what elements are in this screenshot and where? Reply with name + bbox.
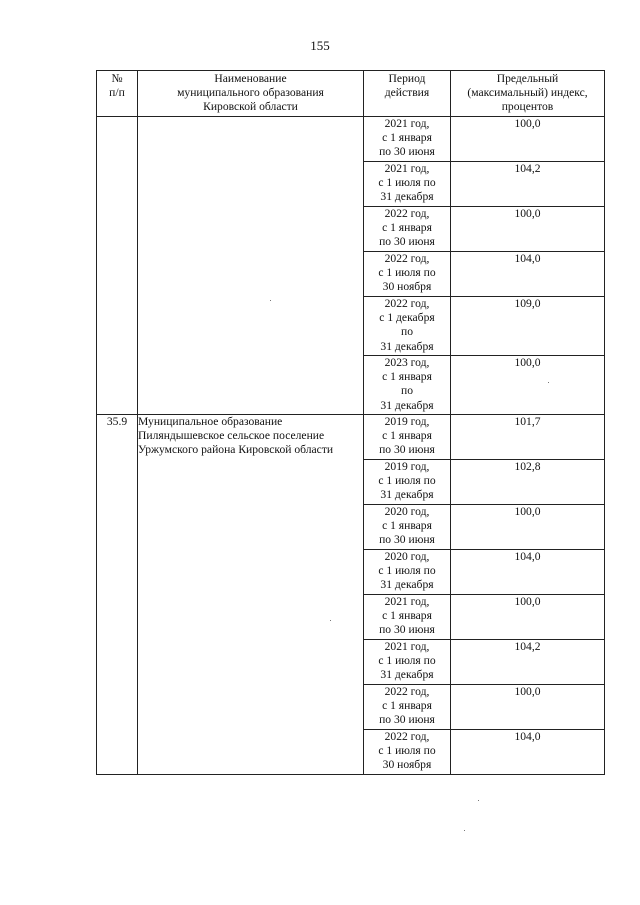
period-line: по 30 июня [379,713,435,727]
page-number: 155 [310,38,330,53]
period-cell [364,640,451,685]
index-value-cell: 102,8 [451,460,605,505]
header-municipality-line: муниципального образования [177,86,324,100]
scan-speck [464,830,465,831]
period-line: с 1 января [382,609,432,623]
period-cell [364,595,451,640]
header-number-line: п/п [109,86,125,100]
period-cell [364,685,451,730]
period-line: 30 ноября [382,280,432,294]
period-cell [364,415,451,460]
header-municipality [138,71,364,117]
period-cell [364,460,451,505]
index-value-cell: 104,0 [451,730,605,775]
index-value-cell: 100,0 [451,685,605,730]
period-line: по [400,325,413,339]
period-line: по 30 июня [379,235,435,249]
table-body [97,117,605,775]
municipality-name-cell [138,117,364,415]
row-number-cell [97,117,138,415]
table-row [97,117,605,162]
index-value-cell: 104,0 [451,252,605,297]
header-max-index [451,71,605,117]
index-value-cell: 100,0 [451,117,605,162]
period-line: с 1 января [382,519,432,533]
index-value-cell: 104,0 [451,550,605,595]
header-municipality-line: Кировской области [203,100,298,114]
period-cell [364,207,451,252]
index-value-cell: 100,0 [451,356,605,415]
period-cell [364,117,451,162]
scan-speck [330,620,331,621]
period-line: 31 декабря [380,398,434,412]
period-line: 2019 год, [384,460,430,473]
period-line: по 30 июня [379,443,435,457]
header-period-line: действия [384,86,430,100]
period-line: по [400,384,413,398]
period-line: 2021 год, [384,640,430,653]
period-line: 31 декабря [380,668,434,682]
period-line: с 1 июля по [378,474,436,488]
period-line: 2023 год, [384,356,430,369]
header-max-index-line: процентов [501,100,554,114]
period-line: с 1 января [382,221,432,235]
municipality-name-cell: Муниципальное образование Пиляндышевское сельское поселение Уржумского района Кировской области [138,415,364,775]
scan-speck [548,382,549,383]
period-line: 2021 год, [384,117,430,130]
period-line: 2019 год, [384,415,430,428]
index-value-cell: 100,0 [451,505,605,550]
period-line: с 1 июля по [378,564,436,578]
period-line: 2021 год, [384,162,430,175]
period-cell [364,730,451,775]
scan-speck [270,300,271,301]
index-value-cell: 104,2 [451,640,605,685]
header-period [364,71,451,117]
header-municipality-line: Наименование [214,72,287,85]
period-line: 31 декабря [380,578,434,592]
period-line: 2020 год, [384,505,430,518]
header-period-line: Период [388,72,426,85]
row-number-cell: 35.9 [97,415,138,775]
period-line: с 1 июля по [378,266,436,280]
table-row [97,415,605,460]
period-line: 31 декабря [380,488,434,502]
period-line: 2022 год, [384,730,430,743]
period-line: с 1 июля по [378,654,436,668]
header-max-index-line: (максимальный) индекс, [467,86,588,100]
period-line: с 1 июля по [378,744,436,758]
period-cell [364,297,451,356]
period-line: по 30 июня [379,145,435,159]
period-line: с 1 декабря [379,311,435,325]
index-value-cell: 101,7 [451,415,605,460]
period-cell [364,162,451,207]
period-line: с 1 января [382,429,432,443]
period-line: с 1 января [382,370,432,384]
period-line: с 1 января [382,131,432,145]
period-cell [364,505,451,550]
period-line: 30 ноября [382,758,432,772]
period-line: 2022 год, [384,252,430,265]
period-line: с 1 июля по [378,176,436,190]
period-line: по 30 июня [379,533,435,547]
table-header-row [97,71,605,117]
period-cell [364,356,451,415]
period-cell [364,550,451,595]
tariff-index-table [96,70,605,775]
index-value-cell: 104,2 [451,162,605,207]
period-line: 2022 год, [384,685,430,698]
period-line: с 1 января [382,699,432,713]
index-value-cell: 100,0 [451,207,605,252]
header-number [97,71,138,117]
period-line: 31 декабря [380,190,434,204]
period-line: 2022 год, [384,207,430,220]
index-value-cell: 109,0 [451,297,605,356]
header-number-line: № [111,72,123,85]
period-line: 2022 год, [384,297,430,310]
period-cell [364,252,451,297]
header-max-index-line: Предельный [496,72,559,85]
index-value-cell: 100,0 [451,595,605,640]
period-line: 31 декабря [380,339,434,353]
period-line: по 30 июня [379,623,435,637]
period-line: 2021 год, [384,595,430,608]
scan-speck [478,800,479,801]
period-line: 2020 год, [384,550,430,563]
